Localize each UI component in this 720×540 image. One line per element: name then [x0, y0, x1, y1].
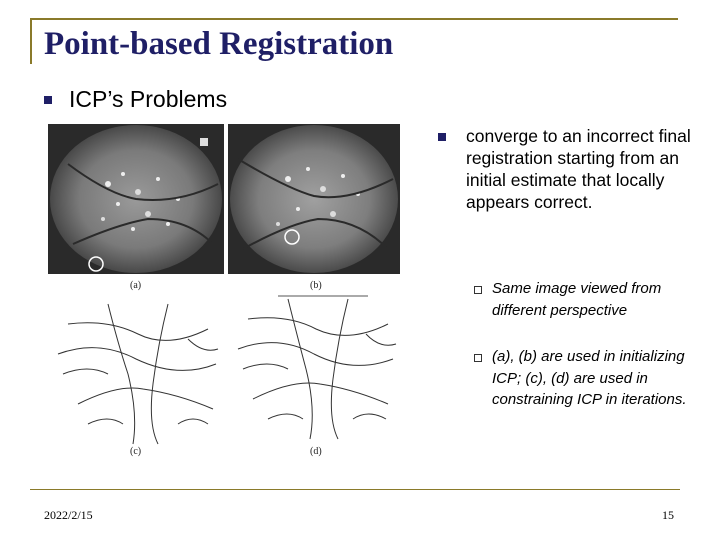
sub-bullet-2: (a), (b) are used in initializing ICP; (c), (d) are used in constraining ICP in iterations. — [492, 348, 687, 408]
figure-label-a: (a) — [130, 280, 142, 291]
frame-left-line — [30, 18, 32, 64]
figure-label-b: (b) — [310, 280, 322, 291]
retina-figure — [48, 124, 408, 464]
slide-title: Point-based Registration — [44, 26, 394, 62]
frame-top-line — [30, 18, 678, 20]
bullet-square-icon — [44, 96, 52, 104]
footer-divider — [30, 489, 680, 490]
main-point-text: converge to an incorrect final registration starting from an initial estimate that locally appears correct. — [466, 126, 691, 212]
bullet-square-icon — [438, 133, 446, 141]
vessel-tracing-d — [238, 296, 396, 439]
page-number: 15 — [662, 508, 674, 522]
retina-image-a — [48, 124, 224, 274]
vessel-tracing-c — [58, 304, 218, 444]
figure-label-d: (d) — [310, 446, 322, 457]
retina-image-b — [200, 124, 400, 274]
bullet-heading: ICP’s Problems — [69, 86, 228, 112]
sub-bullet-1: Same image viewed from different perspective — [492, 280, 662, 319]
figure-label-c: (c) — [130, 446, 142, 457]
footer-date: 2022/2/15 — [44, 508, 93, 522]
sub-bullet-icon — [474, 286, 482, 294]
sub-bullet-icon — [474, 354, 482, 362]
